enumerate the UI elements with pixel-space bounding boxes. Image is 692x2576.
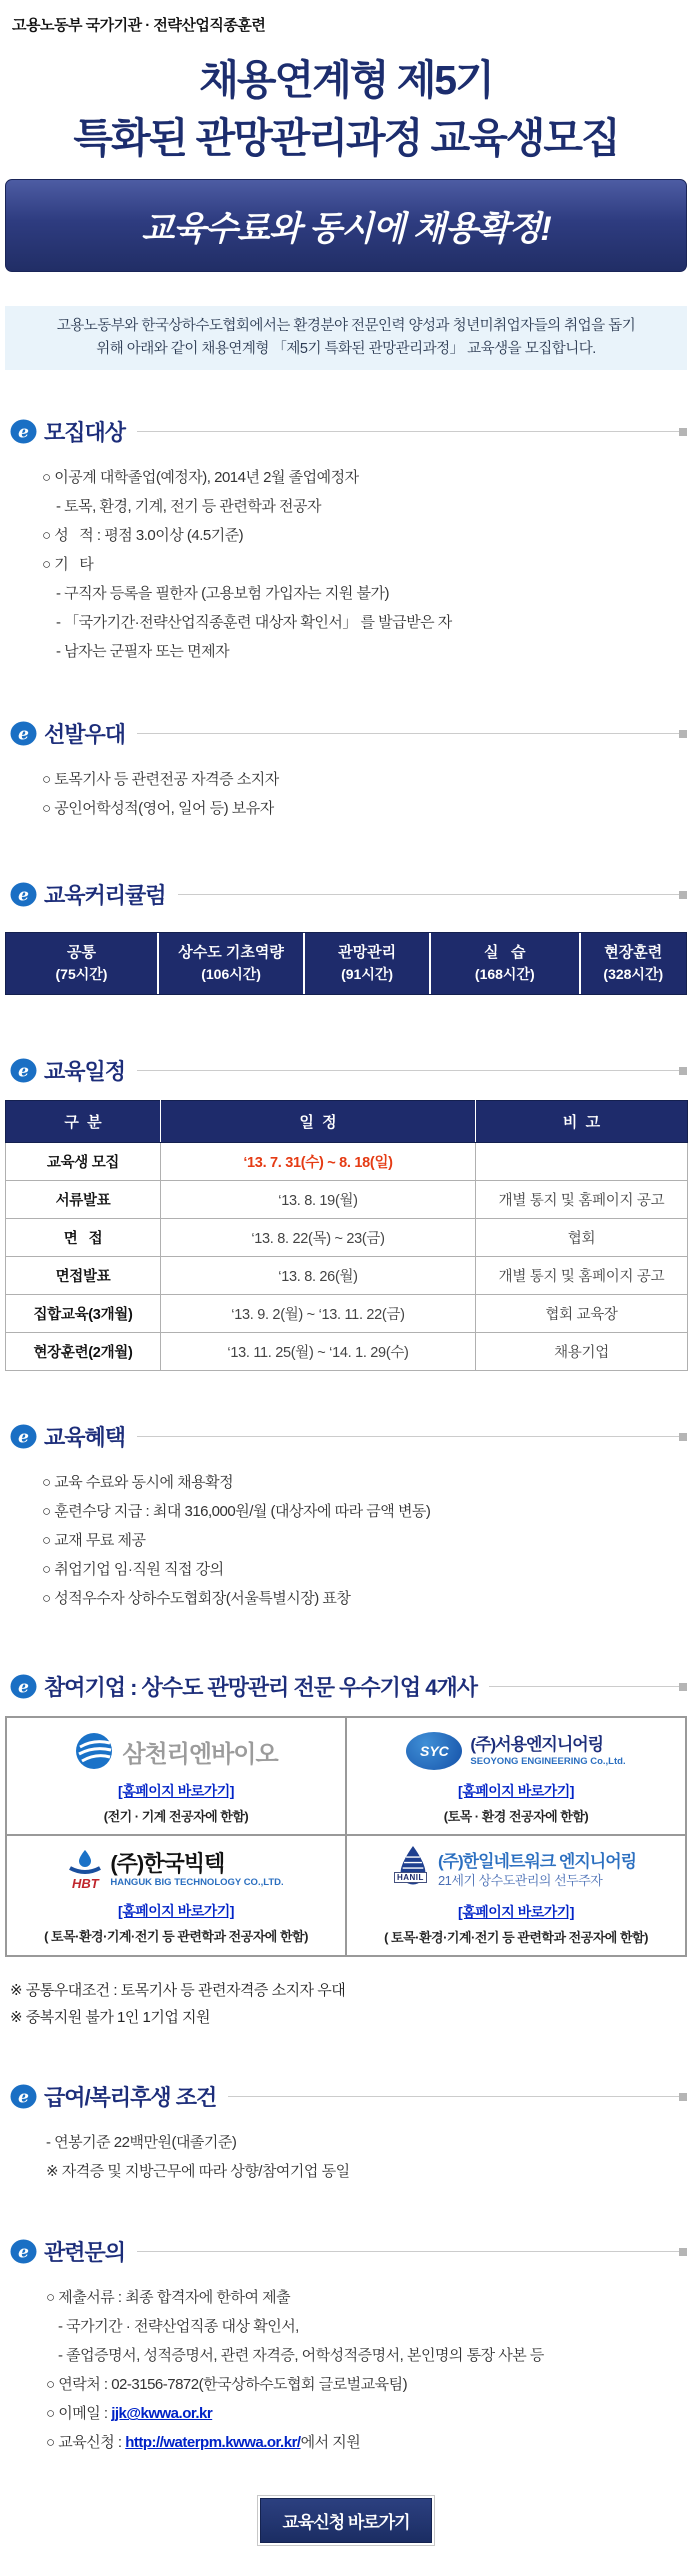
table-row: 면 접 ‘13. 8. 22(목) ~ 23(금) 협회 — [6, 1219, 688, 1257]
samchully-logo — [74, 1728, 277, 1774]
contact-phone: ○ 연락처 : 02-3156-7872(한국상하수도협회 글로벌교육팀) — [46, 2376, 408, 2394]
schedule-header-note: 비 고 — [476, 1101, 688, 1143]
company-caption: ( 토목·환경·기계·전기 등 관련학과 전공자에 한함) — [44, 1928, 308, 1944]
salary-list — [46, 2128, 692, 2186]
section-title-target: 모집대상 — [44, 420, 126, 446]
target-list — [42, 463, 692, 666]
svg-text:e: e — [18, 2087, 29, 2108]
list-item: - 남자는 군필자 또는 면제자 — [56, 643, 230, 661]
section-title-companies: 참여기업 : 상수도 관망관리 전문 우수기업 4개사 — [44, 1675, 478, 1701]
hbt-text: HBT — [71, 1876, 99, 1892]
samchully-globe-icon — [74, 1731, 114, 1771]
table-row: 교육생 모집 ‘13. 7. 31(수) ~ 8. 18(일) — [6, 1143, 688, 1181]
table-row: 현장훈련(2개월) ‘13. 11. 25(월) ~ ‘14. 1. 29(수) 채용기업 — [6, 1333, 688, 1371]
curriculum-cell: 공통 (75시간) — [6, 933, 159, 994]
list-item: ○ 이공계 대학졸업(예정자), 2014년 2월 졸업예정자 — [42, 469, 359, 487]
intro-line1: 고용노동부와 한국상하수도협회에서는 환경분야 전문인력 양성과 청년미취업자들의 취업을 돕기 — [56, 318, 636, 335]
list-item: ○ 공인어학성적(영어, 일어 등) 보유자 — [42, 800, 274, 818]
program-label: 고용노동부 국가기관 · 전략산업직종훈련 — [12, 17, 266, 34]
svg-text:e: e — [18, 2242, 29, 2263]
curriculum-cell: 실 습 (168시간) — [431, 933, 581, 994]
banner-employment-confirmed: 교육수료와 동시에 채용확정! — [5, 179, 687, 272]
section-rule — [228, 2096, 679, 2097]
page-title-line2: 특화된 관망관리과정 교육생모집 — [73, 115, 619, 162]
intro-box — [5, 306, 687, 370]
company-name-en: HANGUK BIG TECHNOLOGY CO.,LTD. — [110, 1877, 284, 1889]
curriculum-cell: 현장훈련 (328시간) — [603, 944, 664, 983]
homepage-link[interactable]: [홈페이지 바로가기] — [118, 1783, 234, 1800]
note-line: ※ 중복지원 불가 1인 1기업 지원 — [10, 2009, 210, 2027]
svg-text:e: e — [18, 724, 29, 745]
table-row: 집합교육(3개월) ‘13. 9. 2(월) ~ ‘13. 11. 22(금) 협회 교육장 — [6, 1295, 688, 1333]
hbt-waterdrop-icon — [68, 1850, 102, 1876]
section-rule — [137, 431, 679, 432]
hanil-badge-text: HANIL — [394, 1872, 427, 1883]
section-rule-end — [679, 891, 687, 899]
section-heading-target — [10, 416, 687, 447]
section-title-salary: 급여/복리후생 조건 — [44, 2085, 217, 2111]
list-item: - 「국가기간·전략산업직종훈련 대상자 확인서」 를 발급받은 자 — [56, 614, 452, 632]
section-rule — [137, 1436, 679, 1437]
kwwa-swirl-icon — [10, 419, 37, 444]
company-name: (주)한국빅텍 — [110, 1851, 225, 1877]
homepage-link[interactable]: [홈페이지 바로가기] — [458, 1904, 574, 1921]
company-cell-hanguk-bigtech — [6, 1835, 346, 1956]
contact-docs: ○ 제출서류 : 최종 합격자에 한하여 제출 — [46, 2289, 291, 2307]
hanil-logo — [396, 1846, 636, 1895]
email-link[interactable]: jjk@kwwa.or.kr — [111, 2405, 213, 2423]
apply-button[interactable]: 교육신청 바로가기 — [260, 2498, 432, 2543]
seoyong-logo — [406, 1728, 625, 1774]
list-item: ○ 토목기사 등 관련전공 자격증 소지자 — [42, 771, 279, 789]
page-title-line1: 채용연계형 제5기 — [199, 57, 493, 103]
section-title-curriculum: 교육커리큘럼 — [44, 883, 166, 909]
svg-text:e: e — [18, 422, 29, 443]
schedule-header-row — [6, 1101, 688, 1143]
section-rule-end — [679, 1683, 687, 1691]
section-rule-end — [679, 730, 687, 738]
curriculum-table — [5, 932, 687, 995]
kwwa-swirl-icon — [10, 2239, 37, 2264]
hbt-logo — [68, 1848, 283, 1894]
section-title-benefits: 교육혜택 — [44, 1425, 126, 1451]
intro-line2: 위해 아래와 같이 채용연계형 「제5기 특화된 관망관리과정」 교육생을 모집합니다. — [96, 341, 596, 358]
kwwa-swirl-icon — [10, 1058, 37, 1083]
company-name: 삼천리엔바이오 — [122, 1740, 278, 1768]
section-rule-end — [679, 2093, 687, 2101]
section-rule — [178, 894, 679, 895]
section-heading-curriculum — [10, 879, 687, 910]
section-title-contact: 관련문의 — [44, 2240, 126, 2266]
section-heading-contact — [10, 2236, 687, 2267]
apply-button-frame — [257, 2495, 435, 2546]
homepage-link[interactable]: [홈페이지 바로가기] — [118, 1902, 234, 1919]
list-item: ○ 훈련수당 지급 : 최대 316,000원/월 (대상자에 따라 금액 변동) — [42, 1503, 431, 1521]
svg-text:e: e — [18, 1061, 29, 1082]
hanil-waterdrop-icon — [396, 1846, 430, 1890]
kwwa-swirl-icon — [10, 882, 37, 907]
company-name: (주)한일네트워크 엔지니어링 — [437, 1852, 637, 1872]
schedule-header-date: 일 정 — [161, 1101, 476, 1143]
section-heading-schedule — [10, 1055, 687, 1086]
contact-email-line: ○ 이메일 : jjk@kwwa.or.kr — [46, 2405, 213, 2423]
list-item: ○ 취업기업 임·직원 직접 강의 — [42, 1561, 224, 1579]
kwwa-swirl-icon — [10, 2084, 37, 2109]
section-rule — [137, 2251, 679, 2252]
list-item: - 구직자 등록을 필한자 (고용보험 가입자는 지원 불가) — [56, 585, 389, 603]
company-cell-seoyong — [346, 1717, 686, 1835]
section-rule-end — [679, 1067, 687, 1075]
curriculum-cell: 상수도 기초역량 (106시간) — [159, 933, 305, 994]
section-heading-benefits — [10, 1421, 687, 1452]
list-item: ○ 성 적 : 평점 3.0이상 (4.5기준) — [42, 527, 244, 545]
section-rule — [137, 1070, 679, 1071]
company-notes — [10, 1977, 692, 2031]
list-item: ○ 교재 무료 제공 — [42, 1532, 146, 1550]
contact-doc-item: - 졸업증명서, 성적증명서, 관련 자격증, 어학성적증명서, 본인명의 통장 사본 등 — [58, 2347, 544, 2365]
list-item: ○ 성적우수자 상하수도협회장(서울특별시장) 표창 — [42, 1590, 351, 1608]
schedule-table — [5, 1100, 688, 1371]
company-caption: (토목 · 환경 전공자에 한함) — [443, 1809, 589, 1825]
list-item: ○ 교육 수료와 동시에 채용확정 — [42, 1474, 234, 1492]
list-item: ※ 자격증 및 지방근무에 따라 상향/참여기업 동일 — [46, 2163, 350, 2181]
section-heading-preference — [10, 718, 687, 749]
companies-grid — [5, 1716, 687, 1957]
list-item: - 토목, 환경, 기계, 전기 등 관련학과 전공자 — [56, 498, 322, 516]
section-heading-companies — [10, 1671, 687, 1702]
homepage-link[interactable]: [홈페이지 바로가기] — [458, 1783, 574, 1800]
syc-badge-icon: SYC — [406, 1732, 462, 1770]
kwwa-swirl-icon — [10, 1674, 37, 1699]
company-name: (주)서용엔지니어링 — [470, 1734, 604, 1754]
list-item: - 연봉기준 22백만원(대졸기준) — [46, 2134, 237, 2152]
note-line: ※ 공통우대조건 : 토목기사 등 관련자격증 소지자 우대 — [10, 1982, 346, 2000]
company-caption: (전기 · 기계 전공자에 한함) — [103, 1809, 249, 1825]
schedule-header-category: 구 분 — [6, 1101, 161, 1143]
section-rule — [489, 1686, 679, 1687]
kwwa-swirl-icon — [10, 721, 37, 746]
page-title — [0, 51, 692, 167]
company-caption: ( 토목·환경·기계·전기 등 관련학과 전공자에 한함) — [384, 1930, 648, 1946]
apply-url-link[interactable]: http://waterpm.kwwa.or.kr/ — [125, 2434, 301, 2452]
company-cell-hanil — [346, 1835, 686, 1956]
table-row: 면접발표 ‘13. 8. 26(월) 개별 통지 및 홈페이지 공고 — [6, 1257, 688, 1295]
svg-text:e: e — [18, 885, 29, 906]
curriculum-cell: 관망관리 (91시간) — [305, 933, 431, 994]
contact-doc-item: - 국가기간 · 전략산업직종 대상 확인서, — [58, 2318, 299, 2336]
contact-list — [46, 2283, 692, 2457]
section-title-schedule: 교육일정 — [44, 1059, 126, 1085]
preference-list — [42, 765, 692, 823]
table-row: 서류발표 ‘13. 8. 19(월) 개별 통지 및 홈페이지 공고 — [6, 1181, 688, 1219]
company-cell-samchully — [6, 1717, 346, 1835]
contact-apply-line: ○ 교육신청 : http://waterpm.kwwa.or.kr/에서 지원 — [46, 2434, 361, 2452]
section-heading-salary — [10, 2081, 687, 2112]
section-rule — [137, 733, 679, 734]
benefits-list — [42, 1468, 692, 1613]
company-slogan: 21세기 상수도관리의 선두주자 — [437, 1873, 603, 1889]
list-item: ○ 기 타 — [42, 556, 94, 574]
svg-text:e: e — [18, 1427, 29, 1448]
recruit-period-date: ‘13. 7. 31(수) ~ 8. 18(일) — [161, 1143, 476, 1181]
section-rule-end — [679, 1433, 687, 1441]
poster-page — [0, 14, 692, 2576]
svg-text:e: e — [18, 1677, 29, 1698]
kwwa-swirl-icon — [10, 1424, 37, 1449]
section-rule-end — [679, 428, 687, 436]
section-rule-end — [679, 2248, 687, 2256]
section-title-preference: 선발우대 — [44, 722, 126, 748]
company-name-en: SEOYONG ENGINEERING Co.,Ltd. — [470, 1755, 626, 1767]
